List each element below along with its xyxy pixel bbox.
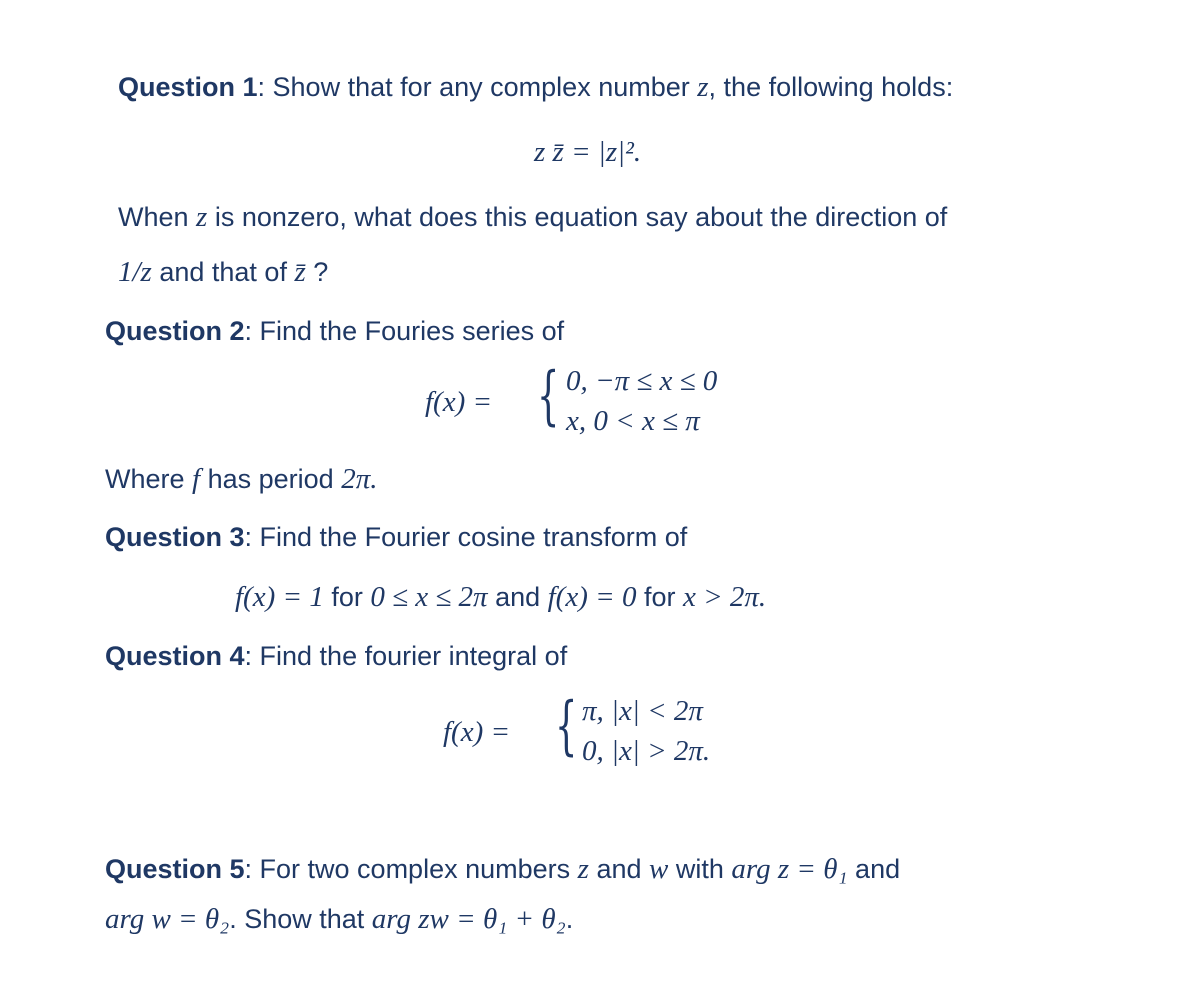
q4-case2: 0, |x| > 2π. [582, 735, 711, 767]
q2-text: : Find the Fouries series of [244, 316, 565, 346]
q2-brace: { [537, 359, 560, 433]
q4-lhs: f(x) = [443, 716, 511, 748]
q2-where-var: f [192, 463, 201, 495]
q2-where-a: Where [105, 464, 193, 494]
q5-line2-end: . [565, 904, 574, 934]
q1-follow-var: z [196, 201, 208, 233]
q4-text: : Find the fourier integral of [244, 641, 568, 671]
q1-equation: z z̄ = |z|². [534, 136, 642, 168]
q5-line2-math2: arg zw = θ₁ + θ₂ [371, 903, 566, 935]
q2-case1: 0, −π ≤ x ≤ 0 [566, 365, 718, 397]
q2-case2: x, 0 < x ≤ π [566, 405, 700, 437]
q1-label: Question 1 [118, 72, 258, 102]
q3-eq-f: for [636, 582, 683, 612]
q1-follow2-a: and that of [151, 257, 295, 287]
q5-line [105, 852, 900, 886]
q1-follow2-var: z̄ [294, 256, 306, 288]
q1-var: z [697, 71, 709, 103]
q2-line [105, 314, 564, 348]
q5-arg1: arg z = θ₁ [731, 853, 848, 885]
q2-where-b: has period [200, 464, 342, 494]
q1-text2: , the following holds: [708, 72, 954, 102]
q4-label: Question 4 [105, 641, 245, 671]
q1-follow-line [118, 200, 947, 234]
q3-line [105, 520, 687, 554]
q2-where-math: 2π. [341, 463, 378, 495]
q1-text: : Show that for any complex number [257, 72, 698, 102]
q3-eq-a: f(x) = 1 [235, 581, 324, 613]
q2-label: Question 2 [105, 316, 245, 346]
q5-line2 [105, 902, 573, 936]
q2-lhs: f(x) = [425, 386, 493, 418]
q3-eq-b: for [323, 582, 371, 612]
q3-label: Question 3 [105, 522, 245, 552]
q4-case1: π, |x| < 2π [582, 695, 703, 727]
q1-follow2-math: 1/z [118, 256, 152, 288]
q5-text: : For two complex numbers [244, 854, 578, 884]
q1-follow-b: is nonzero, what does this equation say about the direction of [207, 202, 948, 232]
q2-where-line [105, 462, 377, 496]
q5-label: Question 5 [105, 854, 245, 884]
q3-eq-c: 0 ≤ x ≤ 2π [370, 581, 488, 613]
q5-with: with [668, 854, 732, 884]
q3-eq-d: and [487, 582, 548, 612]
q3-text: : Find the Fourier cosine transform of [244, 522, 688, 552]
q5-line2-text: . Show that [229, 904, 372, 934]
q4-brace: { [555, 689, 578, 763]
q3-equation [235, 580, 766, 614]
q1-follow-a: When [118, 202, 197, 232]
q5-line2-math: arg w = θ₂ [105, 903, 230, 935]
q5-and2: and [847, 854, 901, 884]
q1-line [118, 70, 953, 104]
q3-eq-g: x > 2π. [682, 581, 767, 613]
q1-follow2-b: ? [305, 257, 329, 287]
q3-eq-e: f(x) = 0 [547, 581, 637, 613]
q5-var-w: w [649, 853, 669, 885]
q4-line [105, 639, 567, 673]
q5-var-z: z [577, 853, 589, 885]
q1-follow2-line [118, 255, 328, 289]
q5-and1: and [588, 854, 650, 884]
